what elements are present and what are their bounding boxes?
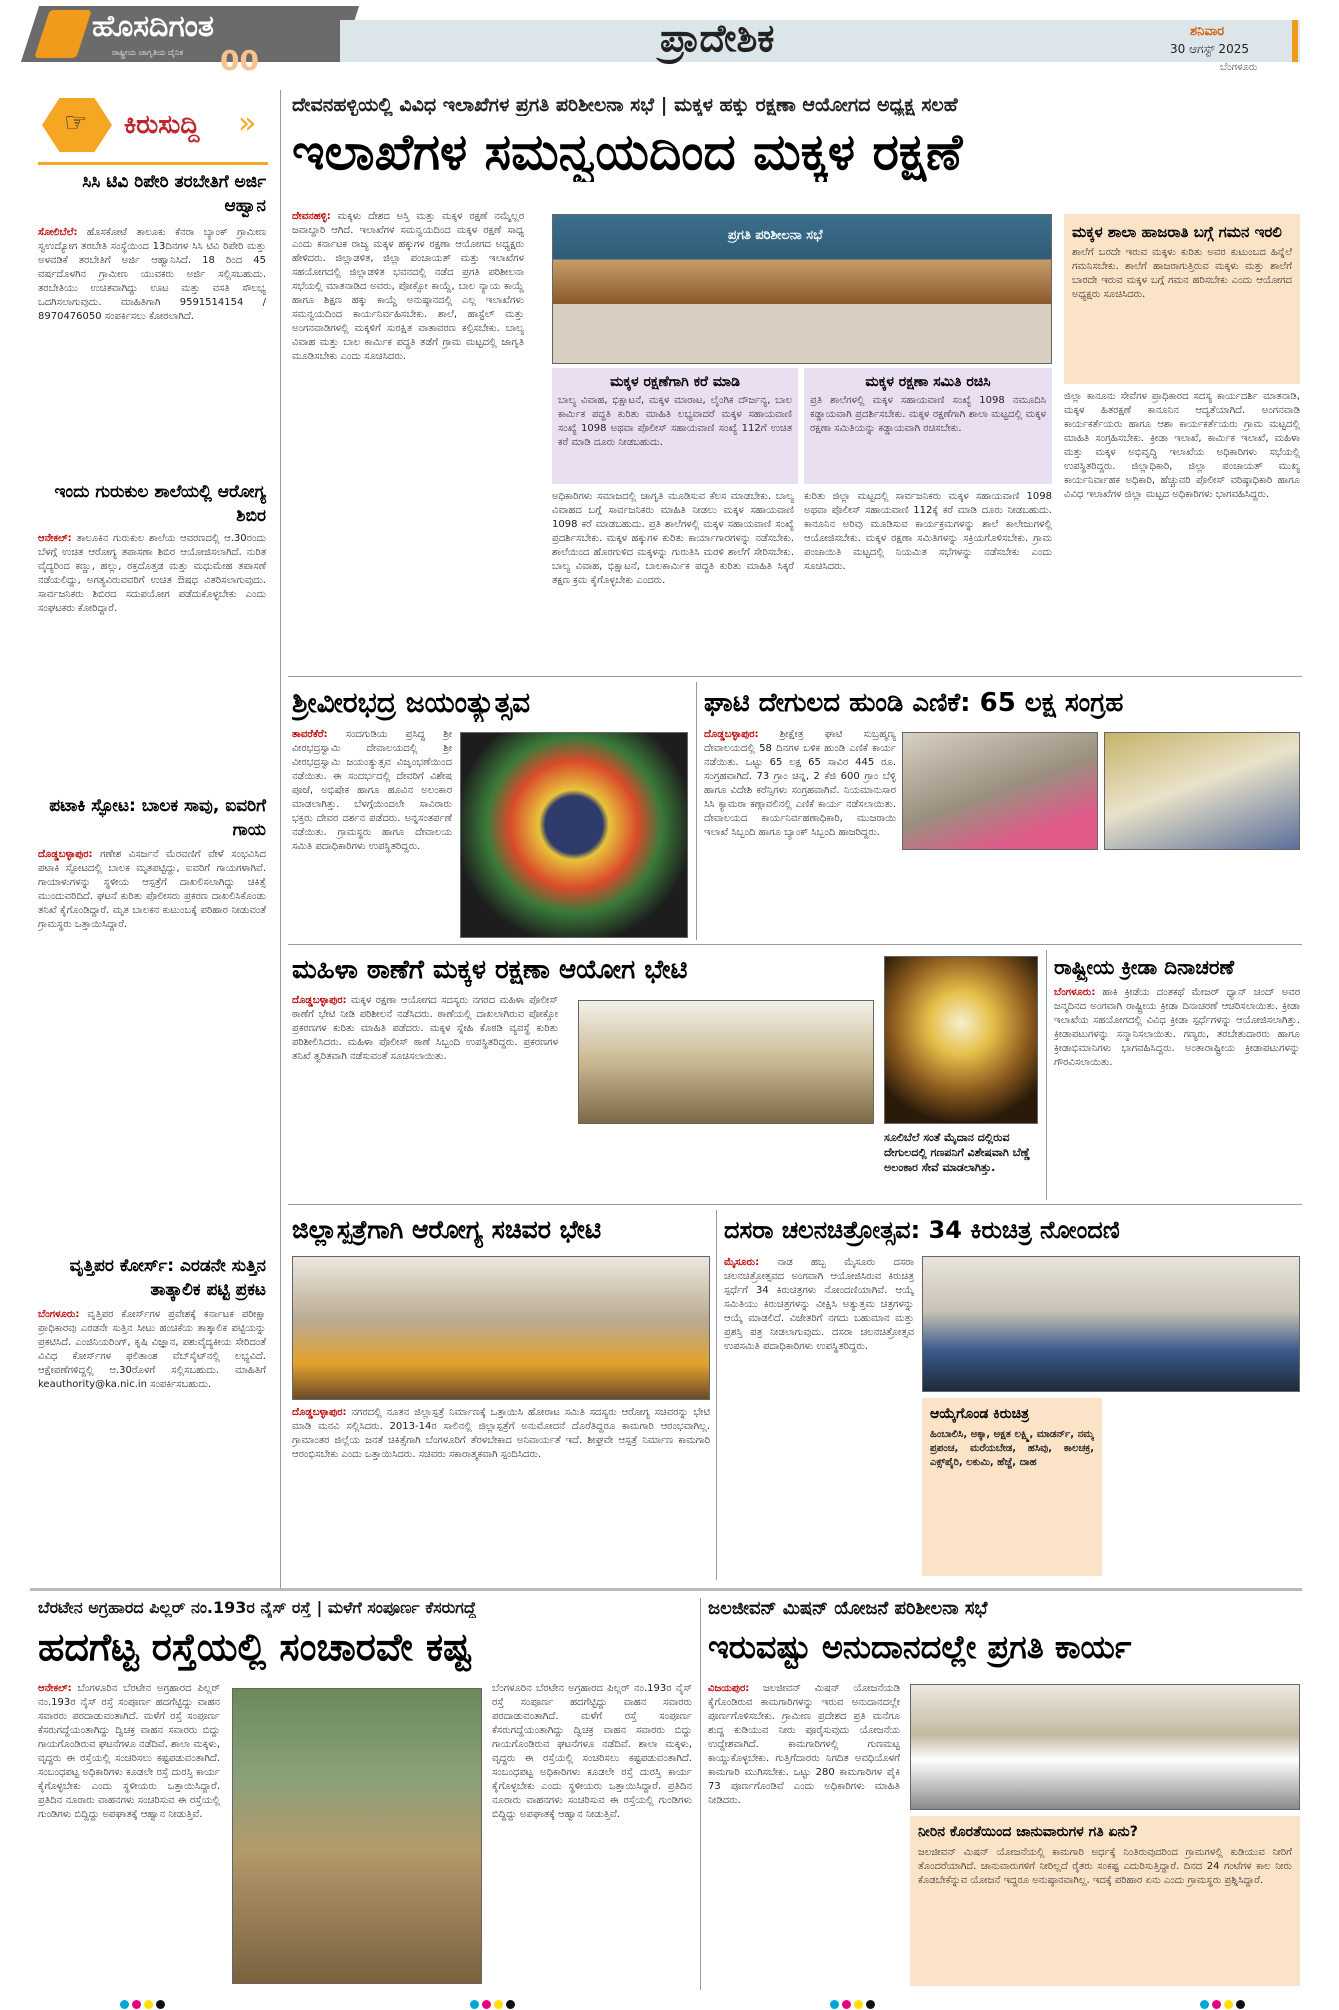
story-headline: ಮಹಿಳಾ ಠಾಣೆಗೆ ಮಕ್ಕಳ ರಕ್ಷಣಾ ಆಯೋಗ ಭೇಟಿ (292, 955, 688, 985)
lead-col3: ಕುರಿತು ಜಿಲ್ಲಾ ಮಟ್ಟದಲ್ಲಿ ಸಾರ್ವಜನಿಕರು ಮಕ್ಕಳ ಸಹಾಯವಾಣಿ 1098 ಅಥವಾ ಪೊಲೀಸ್ ಸಹಾಯವಾಣಿ 112ಕ್ಕೆ ಕರೆ ಮಾಡಿ ದೂರು ನೀಡಬಹುದು. ಕಾನೂನಿನ ಅರಿವು ಮೂಡಿಸುವ ಕಾರ್ಯಕ್ರಮಗಳನ್ನು ಶಾಲೆ ಕಾಲೇಜುಗಳಲ್ಲಿ ಆಯೋಜಿಸಬೇಕು. ಮಕ್ಕಳ ರಕ್ಷಣಾ ಸಮಿತಿಗಳನ್ನು ಸಕ್ರಿಯಗೊಳಿಸಬೇಕು. ಗ್ರಾಮ ಪಂಚಾಯಿತಿ ಮಟ್ಟದಲ್ಲಿ ನಿಯಮಿತ ಸಭೆಗಳನ್ನು ನಡೆಸಬೇಕು ಎಂದು ಸೂಚಿಸಿದರು. (804, 491, 1052, 572)
lead-box-committee (804, 368, 1052, 484)
story-headline: ಜಿಲ್ಲಾಸ್ಪತ್ರೆಗಾಗಿ ಆರೋಗ್ಯ ಸಚಿವರ ಭೇಟಿ (292, 1215, 602, 1244)
review-meeting-photo (910, 1684, 1300, 1810)
lead-kicker: ದೇವನಹಳ್ಳಿಯಲ್ಲಿ ವಿವಿಧ ಇಲಾಖೆಗಳ ಪ್ರಗತಿ ಪರಿಶೀಲನಾ ಸಭೆ | ಮಕ್ಕಳ ಹಕ್ಕು ರಕ್ಷಣಾ ಆಯೋಗದ ಅಧ್ಯಕ್ಷ ಸಲಹೆ (292, 94, 958, 116)
lead-side-box (1064, 214, 1300, 384)
road-photo (232, 1688, 482, 1984)
sidebar-item-body: ಆನೇಕಲ್: ತಾಲೂಕಿನ ಗುರುಕುಲ ಶಾಲೆಯ ಆವರಣದಲ್ಲಿ ಆ.30ರಂದು ಬೆಳಗ್ಗೆ ಉಚಿತ ಆರೋಗ್ಯ ತಪಾಸಣಾ ಶಿಬಿರ ಆಯೋಜಿಸಲಾಗಿದೆ. ನುರಿತ ವೈದ್ಯರಿಂದ ಕಣ್ಣು, ಹಲ್ಲು, ರಕ್ತದೊತ್ತಡ ಮತ್ತು ಮಧುಮೇಹ ತಪಾಸಣೆ ನಡೆಯಲಿದ್ದು, ಅಗತ್ಯವಿರುವವರಿಗೆ ಉಚಿತ ಔಷಧ ವಿತರಿಸಲಾಗುವುದು. ಸಾರ್ವಜನಿಕರು ಶಿಬಿರದ ಸದುಪಯೋಗ ಪಡೆದುಕೊಳ್ಳಬೇಕು ಎಂದು ಸಂಘಟಕರು ಕೋರಿದ್ದಾರೆ. (38, 533, 266, 614)
ganesha-photo (884, 956, 1038, 1124)
police-photo (578, 1000, 874, 1124)
story-veerabhadra (288, 682, 692, 942)
story-body: ದೊಡ್ಡಬಳ್ಳಾಪುರ: ಶ್ರೀಕ್ಷೇತ್ರ ಘಾಟಿ ಸುಬ್ರಹ್ಮಣ್ಯ ದೇವಾಲಯದಲ್ಲಿ 58 ದಿನಗಳ ಬಳಿಕ ಹುಂಡಿ ಎಣಿಕೆ ಕಾರ್ಯ ನಡೆಯಿತು. ಒಟ್ಟು 65 ಲಕ್ಷ 65 ಸಾವಿರ 445 ರೂ. ಸಂಗ್ರಹವಾಗಿದೆ. 73 ಗ್ರಾಂ ಚಿನ್ನ, 2 ಕೆಜಿ 600 ಗ್ರಾಂ ಬೆಳ್ಳಿ ಹಾಗೂ ವಿದೇಶಿ ಕರೆನ್ಸಿಗಳು ಸಂಗ್ರಹವಾಗಿವೆ. ನಿಯಮಾನುಸಾರ ಸಿಸಿ ಕ್ಯಾಮರಾ ಕಣ್ಗಾವಲಿನಲ್ಲಿ ಎಣಿಕೆ ಕಾರ್ಯ ನಡೆಸಲಾಯಿತು. ದೇವಾಲಯದ ಕಾರ್ಯನಿರ್ವಹಣಾಧಿಕಾರಿ, ಮುಜರಾಯಿ ಇಲಾಖೆ ಸಿಬ್ಬಂದಿ ಹಾಗೂ ಬ್ಯಾಂಕ್ ಸಿಬ್ಬಂದಿ ಹಾಜರಿದ್ದರು. (704, 729, 896, 838)
story-kicker: ಜಲಜೀವನ್ ಮಿಷನ್ ಯೋಜನೆ ಪರಿಶೀಲನಾ ಸಭೆ (708, 1598, 988, 1619)
masthead (0, 0, 1339, 78)
story-body: ದೊಡ್ಡಬಳ್ಳಾಪುರ: ನಗರದಲ್ಲಿ ನೂತನ ಜಿಲ್ಲಾಸ್ಪತ್ರೆ ನಿರ್ಮಾಣಕ್ಕೆ ಒತ್ತಾಯಿಸಿ ಹೋರಾಟ ಸಮಿತಿ ಸದಸ್ಯರು ಆರೋಗ್ಯ ಸಚಿವರನ್ನು ಭೇಟಿ ಮಾಡಿ ಮನವಿ ಸಲ್ಲಿಸಿದರು. 2013-14ರ ಸಾಲಿನಲ್ಲಿ ಜಿಲ್ಲಾಸ್ಪತ್ರೆಗೆ ಅನುಮೋದನೆ ದೊರೆತಿದ್ದರೂ ಕಾಮಗಾರಿ ಆರಂಭವಾಗಿಲ್ಲ. ಗ್ರಾಮಾಂತರ ಜಿಲ್ಲೆಯ ಜನತೆ ಚಿಕಿತ್ಸೆಗಾಗಿ ಬೆಂಗಳೂರಿಗೆ ತೆರಳಬೇಕಾದ ಅನಿವಾರ್ಯತೆ ಇದೆ. ಶೀಘ್ರವೇ ಆಸ್ಪತ್ರೆ ನಿರ್ಮಾಣ ಕಾಮಗಾರಿ ಆರಂಭಿಸಬೇಕು ಎಂದು ಒತ್ತಾಯಿಸಿದರು. ಸಚಿವರು ಸಕಾರಾತ್ಮಕವಾಗಿ ಸ್ಪಂದಿಸಿದರು. (292, 1407, 710, 1460)
sidebar-item-body: ದೊಡ್ಡಬಳ್ಳಾಪುರ: ಗಣೇಶ ವಿಸರ್ಜನೆ ಮೆರವಣಿಗೆ ವೇಳೆ ಸಂಭವಿಸಿದ ಪಟಾಕಿ ಸ್ಫೋಟದಲ್ಲಿ ಬಾಲಕ ಮೃತಪಟ್ಟಿದ್ದು, ಐವರಿಗೆ ಗಾಯಗಳಾಗಿವೆ. ಗಾಯಾಳುಗಳನ್ನು ಸ್ಥಳೀಯ ಆಸ್ಪತ್ರೆಗೆ ದಾಖಲಿಸಲಾಗಿದ್ದು ಚಿಕಿತ್ಸೆ ಮುಂದುವರಿದಿದೆ. ಘಟನೆ ಕುರಿತು ಪೊಲೀಸರು ಪ್ರಕರಣ ದಾಖಲಿಸಿಕೊಂಡು ತನಿಖೆ ಕೈಗೊಂಡಿದ್ದಾರೆ. ಮೃತ ಬಾಲಕನ ಕುಟುಂಬಕ್ಕೆ ಪರಿಹಾರ ನೀಡುವಂತೆ ಗ್ರಾಮಸ್ಥರು ಒತ್ತಾಯಿಸಿದ್ದಾರೆ. (38, 849, 266, 930)
sidebar-item-title: ಪಟಾಕಿ ಸ್ಫೋಟ: ಬಾಲಕ ಸಾವು, ಐವರಿಗೆ ಗಾಯ (49, 796, 266, 840)
issue-date: 30 ಆಗಸ್ಟ್ 2025 (1170, 42, 1249, 56)
column-rule (1046, 950, 1047, 1200)
registration-marks (470, 1994, 518, 2010)
deity-photo (460, 732, 688, 938)
lead-side-box-title: ಮಕ್ಕಳ ಶಾಲಾ ಹಾಜರಾತಿ ಬಗ್ಗೆ ಗಮನ ಇರಲಿ (1072, 223, 1282, 241)
sidebar-item-body: ಬೆಂಗಳೂರು: ವೃತ್ತಿಪರ ಕೋರ್ಸ್‌ಗಳ ಪ್ರವೇಶಕ್ಕೆ ಕರ್ನಾಟಕ ಪರೀಕ್ಷಾ ಪ್ರಾಧಿಕಾರವು ಎರಡನೇ ಸುತ್ತಿನ ಸೀಟು ಹಂಚಿಕೆಯ ತಾತ್ಕಾಲಿಕ ಪಟ್ಟಿಯನ್ನು ಪ್ರಕಟಿಸಿದೆ. ಎಂಜಿನಿಯರಿಂಗ್, ಕೃಷಿ ವಿಜ್ಞಾನ, ಪಶುವೈದ್ಯಕೀಯ ಸೇರಿದಂತೆ ವಿವಿಧ ಕೋರ್ಸ್‌ಗಳ ಫಲಿತಾಂಶ ವೆಬ್‌ಸೈಟ್‌ನಲ್ಲಿ ಲಭ್ಯವಿದೆ. ಆಕ್ಷೇಪಣೆಗಳಿದ್ದಲ್ಲಿ ಆ.30ರೊಳಗೆ ಸಲ್ಲಿಸಬಹುದು. ಮಾಹಿತಿಗೆ keauthority@ka.nic.in ಸಂಪರ್ಕಿಸಬಹುದು. (38, 1309, 266, 1390)
dasara-box-body: ಹಿಂಬಾಲಿಸಿ, ಅಕ್ಕಾ, ಅಕ್ಷತ ಲಕ್ಷ್ಮಿ, ಮಾಡರ್ನ್, ನಮ್ಮ ಪ್ರಪಂಚ, ಮರೆಯಬೇಡ, ಹಸಿವು, ಕಾಲಚಕ್ರ, ಎಕ್ಸ್‌ಪೈರಿ, ಲಕುಮಿ, ಹೆಜ್ಜೆ, ದಾಹ (930, 1429, 1094, 1468)
story-mahila (288, 950, 1042, 1200)
story-aspatre (288, 1210, 712, 1580)
story-body: ಬೆಂಗಳೂರು: ಹಾಕಿ ಕ್ರೀಡೆಯ ದಂತಕಥೆ ಮೇಜರ್ ಧ್ಯಾನ್ ಚಂದ್ ಅವರ ಜನ್ಮದಿನದ ಅಂಗವಾಗಿ ರಾಷ್ಟ್ರೀಯ ಕ್ರೀಡಾ ದಿನಾಚರಣೆ ಆಚರಿಸಲಾಯಿತು. ಕ್ರೀಡಾ ಇಲಾಖೆಯ ಸಹಯೋಗದಲ್ಲಿ ವಿವಿಧ ಕ್ರೀಡಾ ಸ್ಪರ್ಧೆಗಳನ್ನು ಆಯೋಜಿಸಲಾಗಿತ್ತು. ಕ್ರೀಡಾಪಟುಗಳನ್ನು ಸನ್ಮಾನಿಸಲಾಯಿತು. ಗಣ್ಯರು, ತರಬೇತುದಾರರು ಹಾಗೂ ಕ್ರೀಡಾಭಿಮಾನಿಗಳು ಭಾಗವಹಿಸಿದ್ದರು. ಅಂತಾರಾಷ್ಟ್ರೀಯ ಕ್ರೀಡಾಪಟುಗಳನ್ನು ಗೌರವಿಸಲಾಯಿತು. (1054, 987, 1300, 1068)
story-headline: ದಸರಾ ಚಲನಚಿತ್ರೋತ್ಸವ: 34 ಕಿರುಚಿತ್ರ ನೋಂದಣಿ (724, 1216, 1120, 1244)
lead-box-call-title: ಮಕ್ಕಳ ರಕ್ಷಣೆಗಾಗಿ ಕರೆ ಮಾಡಿ (610, 374, 740, 390)
sidebar-item-title: ಇಂದು ಗುರುಕುಲ ಶಾಲೆಯಲ್ಲಿ ಆರೋಗ್ಯ ಶಿಬಿರ (54, 482, 266, 526)
hand-icon: ☞ (64, 108, 88, 138)
filmfest-photo (922, 1256, 1300, 1392)
story-headline: ಶ್ರೀವೀರಭದ್ರ ಜಯಂತ್ಯುತ್ಸವ (292, 686, 531, 719)
minister-photo (292, 1256, 710, 1400)
story-kicker: ಬೆರಟೇನ ಅಗ್ರಹಾರದ ಪಿಲ್ಲರ್ ನಂ.193ರ ನೈಸ್ ರಸ್ತೆ | ಮಳೆಗೆ ಸಂಪೂರ್ಣ ಕೆಸರುಗದ್ದೆ (38, 1598, 477, 1617)
story-body: ವಿಜಯಪುರ: ಜಲಜೀವನ್ ಮಿಷನ್ ಯೋಜನೆಯಡಿ ಕೈಗೊಂಡಿರುವ ಕಾಮಗಾರಿಗಳನ್ನು ಇರುವ ಅನುದಾನದಲ್ಲೇ ಪೂರ್ಣಗೊಳಿಸಬೇಕು. ಗ್ರಾಮೀಣ ಪ್ರದೇಶದ ಪ್ರತಿ ಮನೆಗೂ ಶುದ್ಧ ಕುಡಿಯುವ ನೀರು ಪೂರೈಸುವುದು ಯೋಜನೆಯ ಉದ್ದೇಶವಾಗಿದೆ. ಕಾಮಗಾರಿಗಳಲ್ಲಿ ಗುಣಮಟ್ಟ ಕಾಯ್ದುಕೊಳ್ಳಬೇಕು. ಗುತ್ತಿಗೆದಾರರು ನಿಗದಿತ ಅವಧಿಯೊಳಗೆ ಕಾಮಗಾರಿ ಮುಗಿಸಬೇಕು. ಒಟ್ಟು 280 ಕಾಮಗಾರಿಗಳ ಪೈಕಿ 73 ಪೂರ್ಣಗೊಂಡಿವೆ ಎಂದು ಅಧಿಕಾರಿಗಳು ಮಾಹಿತಿ ನೀಡಿದರು. (708, 1683, 900, 1806)
issue-city: ಬೆಂಗಳೂರು (1220, 62, 1258, 73)
story-body-col1: ಆನೇಕಲ್: ಬೆಂಗಳೂರಿನ ಬೆರಟೇನ ಅಗ್ರಹಾರದ ಪಿಲ್ಲರ್ ನಂ.193ರ ನೈಸ್ ರಸ್ತೆ ಸಂಪೂರ್ಣ ಹದಗೆಟ್ಟಿದ್ದು ವಾಹನ ಸವಾರರು ಪರದಾಡುವಂತಾಗಿದೆ. ಮಳೆಗೆ ರಸ್ತೆ ಸಂಪೂರ್ಣ ಕೆಸರುಗದ್ದೆಯಂತಾಗಿದ್ದು ದ್ವಿಚಕ್ರ ವಾಹನ ಸವಾರರು ಬಿದ್ದು ಗಾಯಗೊಂಡಿರುವ ಘಟನೆಗಳೂ ನಡೆದಿವೆ. ಶಾಲಾ ಮಕ್ಕಳು, ವೃದ್ಧರು ಈ ರಸ್ತೆಯಲ್ಲಿ ಸಂಚರಿಸಲು ಕಷ್ಟಪಡುವಂತಾಗಿದೆ. ಸಂಬಂಧಪಟ್ಟ ಅಧಿಕಾರಿಗಳು ಕೂಡಲೇ ರಸ್ತೆ ದುರಸ್ತಿ ಕಾರ್ಯ ಕೈಗೊಳ್ಳಬೇಕು ಎಂದು ಸ್ಥಳೀಯರು ಒತ್ತಾಯಿಸಿದ್ದಾರೆ. ಪ್ರತಿದಿನ ನೂರಾರು ವಾಹನಗಳು ಸಂಚರಿಸುವ ಈ ರಸ್ತೆಯಲ್ಲಿ ಗುಂಡಿಗಳು ಬಿದ್ದಿದ್ದು ಅಪಘಾತಕ್ಕೆ ಆಹ್ವಾನ ನೀಡುತ್ತಿವೆ. (38, 1683, 220, 1820)
sidebar-divider (38, 162, 268, 165)
sidebar-item-title: ವೃತ್ತಿಪರ ಕೋರ್ಸ್: ಎರಡನೇ ಸುತ್ತಿನ ತಾತ್ಕಾಲಿಕ ಪಟ್ಟಿ ಪ್ರಕಟ (69, 1256, 266, 1300)
section-rule (288, 676, 1302, 677)
lead-col1: ದೇವನಹಳ್ಳಿ: ಮಕ್ಕಳು ದೇಶದ ಅಸ್ತಿ ಮತ್ತು ಮಕ್ಕಳ ರಕ್ಷಣೆ ನಮ್ಮೆಲ್ಲರ ಜವಾಬ್ದಾರಿ ಆಗಿದೆ. ಇಲಾಖೆಗಳ ಸಮನ್ವಯದಿಂದ ಮಕ್ಕಳ ರಕ್ಷಣೆ ಸಾಧ್ಯ ಎಂದು ಕರ್ನಾಟಕ ರಾಜ್ಯ ಮಕ್ಕಳ ಹಕ್ಕುಗಳ ರಕ್ಷಣಾ ಆಯೋಗದ ಅಧ್ಯಕ್ಷರು ಹೇಳಿದರು. ಜಿಲ್ಲಾಡಳಿತ, ಜಿಲ್ಲಾ ಪಂಚಾಯತ್ ಮತ್ತು ಇಲಾಖೆಗಳ ಸಹಯೋಗದಲ್ಲಿ ಜಿಲ್ಲಾಡಳಿತ ಭವನದಲ್ಲಿ ನಡೆದ ಪ್ರಗತಿ ಪರಿಶೀಲನಾ ಸಭೆಯಲ್ಲಿ ಮಾತನಾಡಿದ ಅವರು, ಪೋಕ್ಸೋ ಕಾಯ್ದೆ, ಬಾಲ ನ್ಯಾಯ ಕಾಯ್ದೆ ಹಾಗೂ ಶಿಕ್ಷಣ ಹಕ್ಕು ಕಾಯ್ದೆ ಅನುಷ್ಠಾನದಲ್ಲಿ ಎಲ್ಲ ಇಲಾಖೆಗಳು ಸಮನ್ವಯದಿಂದ ಕಾರ್ಯನಿರ್ವಹಿಸಬೇಕು. ಶಾಲೆ, ಹಾಸ್ಟೆಲ್ ಮತ್ತು ಅಂಗನವಾಡಿಗಳಲ್ಲಿ ಮಕ್ಕಳಿಗೆ ಸುರಕ್ಷಿತ ವಾತಾವರಣ ಕಲ್ಪಿಸಬೇಕು. ಬಾಲ್ಯ ವಿವಾಹ ಮತ್ತು ಬಾಲ ಕಾರ್ಮಿಕ ಪದ್ಧತಿ ತಡೆಗೆ ಗ್ರಾಮ ಮಟ್ಟದಲ್ಲಿ ಜಾಗೃತಿ ಮೂಡಿಸಬೇಕು ಎಂದು ಸೂಚಿಸಿದರು. (292, 211, 524, 362)
story-body: ತಾವರೆಕೆರೆ: ಸಂದಗುಡಿಯ ಪ್ರಸಿದ್ಧ ಶ್ರೀ ವೀರಭದ್ರಸ್ವಾಮಿ ದೇವಾಲಯದಲ್ಲಿ ಶ್ರೀ ವೀರಭದ್ರಸ್ವಾಮಿ ಜಯಂತ್ಯುತ್ಸವ ವಿಜೃಂಭಣೆಯಿಂದ ನಡೆಯಿತು. ಈ ಸಂದರ್ಭದಲ್ಲಿ ದೇವರಿಗೆ ವಿಶೇಷ ಪೂಜೆ, ಅಭಿಷೇಕ ಹಾಗೂ ಹೂವಿನ ಅಲಂಕಾರ ಮಾಡಲಾಗಿತ್ತು. ಬೆಳಗ್ಗೆಯಿಂದಲೇ ಸಾವಿರಾರು ಭಕ್ತರು ದೇವರ ದರ್ಶನ ಪಡೆದರು. ಅನ್ನಸಂತರ್ಪಣೆ ನಡೆಯಿತು. ಗ್ರಾಮಸ್ಥರು ಹಾಗೂ ದೇವಾಲಯ ಸಮಿತಿ ಪದಾಧಿಕಾರಿಗಳು ಉಪಸ್ಥಿತರಿದ್ದರು. (292, 729, 452, 852)
story-body: ದೊಡ್ಡಬಳ್ಳಾಪುರ: ಮಕ್ಕಳ ರಕ್ಷಣಾ ಆಯೋಗದ ಸದಸ್ಯರು ನಗರದ ಮಹಿಳಾ ಪೊಲೀಸ್ ಠಾಣೆಗೆ ಭೇಟಿ ನೀಡಿ ಪರಿಶೀಲನೆ ನಡೆಸಿದರು. ಠಾಣೆಯಲ್ಲಿ ದಾಖಲಾಗಿರುವ ಪೋಕ್ಸೋ ಪ್ರಕರಣಗಳ ಕುರಿತು ಮಾಹಿತಿ ಪಡೆದರು. ಮಕ್ಕಳ ಸ್ನೇಹಿ ಕೊಠಡಿ ವ್ಯವಸ್ಥೆ ಕುರಿತು ಪರಿಶೀಲಿಸಿದರು. ಮಹಿಳಾ ಪೊಲೀಸ್ ಠಾಣೆ ಸಿಬ್ಬಂದಿ ಉಪಸ್ಥಿತರಿದ್ದರು. ಪ್ರಕರಣಗಳ ತನಿಖೆ ತ್ವರಿತವಾಗಿ ನಡೆಸುವಂತೆ ಸೂಚಿಸಲಾಯಿತು. (292, 995, 558, 1062)
sidebar-item-title: ಸಿಸಿ ಟಿವಿ ರಿಪೇರಿ ತರಬೇತಿಗೆ ಅರ್ಜಿ ಆಹ್ವಾನ (82, 172, 266, 216)
story-headline: ಇರುವಷ್ಟು ಅನುದಾನದಲ್ಲೇ ಪ್ರಗತಿ ಕಾರ್ಯ (708, 1628, 1132, 1666)
column-rule (700, 1598, 701, 1990)
lead-box-call-body: ಬಾಲ್ಯ ವಿವಾಹ, ಭಿಕ್ಷಾಟನೆ, ಮಕ್ಕಳ ಮಾರಾಟ, ಲೈಂಗಿಕ ದೌರ್ಜನ್ಯ, ಬಾಲ ಕಾರ್ಮಿಕ ಪದ್ಧತಿ ಕುರಿತು ಮಾಹಿತಿ ಲಭ್ಯವಾದರೆ ಮಕ್ಕಳ ಸಹಾಯವಾಣಿ ಸಂಖ್ಯೆ 1098 ಅಥವಾ ಪೊಲೀಸ್ ಸಹಾಯವಾಣಿ ಸಂಖ್ಯೆ 112ಗೆ ಉಚಿತ ಕರೆ ಮಾಡಿ ದೂರು ನೀಡಬಹುದು. (558, 395, 792, 448)
story-headline: ಹದಗೆಟ್ಟ ರಸ್ತೆಯಲ್ಲಿ ಸಂಚಾರವೇ ಕಷ್ಟ (38, 1625, 472, 1669)
story-dasara (722, 1210, 1302, 1580)
registration-marks (1200, 1994, 1248, 2010)
story-hundi (702, 682, 1302, 942)
story-body: ಮೈಸೂರು: ನಾಡ ಹಬ್ಬ ಮೈಸೂರು ದಸರಾ ಚಲನಚಿತ್ರೋತ್ಸವದ ಅಂಗವಾಗಿ ಆಯೋಜಿಸಿರುವ ಕಿರುಚಿತ್ರ ಸ್ಪರ್ಧೆಗೆ 34 ಕಿರುಚಿತ್ರಗಳು ನೋಂದಣಿಯಾಗಿವೆ. ಆಯ್ಕೆ ಸಮಿತಿಯು ಕಿರುಚಿತ್ರಗಳನ್ನು ವೀಕ್ಷಿಸಿ ಅತ್ಯುತ್ತಮ ಚಿತ್ರಗಳನ್ನು ಆಯ್ಕೆ ಮಾಡಲಿದೆ. ವಿಜೇತರಿಗೆ ನಗದು ಬಹುಮಾನ ಮತ್ತು ಪ್ರಶಸ್ತಿ ಪತ್ರ ನೀಡಲಾಗುವುದು. ದಸರಾ ಚಲನಚಿತ್ರೋತ್ಸವ ಉಪಸಮಿತಿ ಪದಾಧಿಕಾರಿಗಳು ಉಪಸ್ಥಿತರಿದ್ದರು. (724, 1257, 914, 1352)
chevron-right-icon: » (238, 106, 257, 141)
ganesha-caption: ಸೂಲಿಬೆಲೆ ಸಂತೆ ಮೈದಾನ ದಲ್ಲಿರುವ ದೇಗುಲದಲ್ಲಿ ಗಣಪನಿಗೆ ವಿಶೇಷವಾಗಿ ಬೆಣ್ಣೆ ಅಲಂಕಾರ ಸೇವೆ ಮಾಡಲಾಗಿತ್ತು. (884, 1131, 1031, 1174)
registration-marks (120, 1994, 168, 2010)
column-rule (696, 682, 697, 940)
sidebar (38, 92, 270, 1582)
lead-box-committee-title: ಮಕ್ಕಳ ರಕ್ಷಣಾ ಸಮಿತಿ ರಚಿಸಿ (865, 374, 991, 390)
meeting-banner: ಪ್ರಗತಿ ಪರಿಶೀಲನಾ ಸಭೆ (728, 228, 823, 243)
lead-box-committee-body: ಪ್ರತಿ ಶಾಲೆಗಳಲ್ಲಿ ಮಕ್ಕಳ ಸಹಾಯವಾಣಿ ಸಂಖ್ಯೆ 1098 ನಮೂದಿಸಿ ಕಡ್ಡಾಯವಾಗಿ ಪ್ರದರ್ಶಿಸಬೇಕು. ಮಕ್ಕಳ ರಕ್ಷಣೆಗಾಗಿ ಶಾಲಾ ಮಟ್ಟದಲ್ಲಿ ಮಕ್ಕಳ ರಕ್ಷಣಾ ಸಮಿತಿಯನ್ನು ಕಡ್ಡಾಯವಾಗಿ ರಚಿಸಬೇಕು. (810, 395, 1046, 434)
column-rule (716, 1210, 717, 1580)
dasara-box (922, 1398, 1102, 1576)
issue-day: ಶನಿವಾರ (1190, 24, 1225, 39)
dasara-box-title: ಆಯ್ಕೆಗೊಂಡ ಕಿರುಚಿತ್ರ (930, 1406, 1030, 1422)
lead-story (288, 92, 1302, 672)
lead-side-box-body: ಶಾಲೆಗೆ ಬರದೇ ಇರುವ ಮಕ್ಕಳು ಕುರಿತು ಅವರ ಕುಟುಂಬದ ಹಿನ್ನೆಲೆ ಗಮನಿಸಬೇಕು. ಶಾಲೆಗೆ ಹಾಜರಾಗುತ್ತಿರುವ ಮಕ್ಕಳು ಮತ್ತು ಶಾಲೆಗೆ ಬಾರದೇ ಇರುವ ಮಕ್ಕಳ ಬಗ್ಗೆ ಗಮನ ಹರಿಸಬೇಕು ಎಂದು ಆಯೋಗದ ಅಧ್ಯಕ್ಷರು ಸೂಚಿಸಿದರು. (1072, 247, 1292, 300)
lead-side-body: ಜಿಲ್ಲಾ ಕಾನೂನು ಸೇವೆಗಳ ಪ್ರಾಧಿಕಾರದ ಸದಸ್ಯ ಕಾರ್ಯದರ್ಶಿ ಮಾತನಾಡಿ, ಮಕ್ಕಳ ಹಿತರಕ್ಷಣೆ ಕಾನೂನಿನ ಆದ್ಯತೆಯಾಗಿದೆ. ಅಂಗನವಾಡಿ ಕಾರ್ಯಕರ್ತೆಯರು ಹಾಗೂ ಆಶಾ ಕಾರ್ಯಕರ್ತೆಯರು ಗ್ರಾಮ ಮಟ್ಟದಲ್ಲಿ ಮಾಹಿತಿ ಸಂಗ್ರಹಿಸಬೇಕು. ಕ್ರೀಡಾ ಇಲಾಖೆ, ಕಾರ್ಮಿಕ ಇಲಾಖೆ, ಮಹಿಳಾ ಮತ್ತು ಮಕ್ಕಳ ಅಭಿವೃದ್ಧಿ ಇಲಾಖೆಯ ಅಧಿಕಾರಿಗಳು ಸಭೆಯಲ್ಲಿ ಉಪಸ್ಥಿತರಿದ್ದರು. ಜಿಲ್ಲಾಧಿಕಾರಿ, ಜಿಲ್ಲಾ ಪಂಚಾಯತ್ ಮುಖ್ಯ ಕಾರ್ಯನಿರ್ವಾಹಕ ಅಧಿಕಾರಿ, ಹೆಚ್ಚುವರಿ ಪೊಲೀಸ್ ವರಿಷ್ಠಾಧಿಕಾರಿ ಹಾಗೂ ವಿವಿಧ ಇಲಾಖೆಗಳ ಜಿಲ್ಲಾ ಮಟ್ಟದ ಅಧಿಕಾರಿಗಳು ಭಾಗವಹಿಸಿದ್ದರು. (1064, 391, 1300, 500)
notes-photo (1104, 732, 1300, 850)
jaljeevan-box (910, 1816, 1300, 1986)
counting-photo (902, 732, 1098, 850)
masthead-orange-bar (1292, 20, 1298, 62)
story-headline: ಘಾಟಿ ದೇಗುಲದ ಹುಂಡಿ ಎಣಿಕೆ: 65 ಲಕ್ಷ ಸಂಗ್ರಹ (704, 688, 1124, 718)
lead-box-call (552, 368, 798, 484)
story-body-col2: ಬೆಂಗಳೂರಿನ ಬೆರಟೇನ ಅಗ್ರಹಾರದ ಪಿಲ್ಲರ್ ನಂ.193ರ ನೈಸ್ ರಸ್ತೆ ಸಂಪೂರ್ಣ ಹದಗೆಟ್ಟಿದ್ದು ವಾಹನ ಸವಾರರು ಪರದಾಡುವಂತಾಗಿದೆ. ಮಳೆಗೆ ರಸ್ತೆ ಸಂಪೂರ್ಣ ಕೆಸರುಗದ್ದೆಯಂತಾಗಿದ್ದು ದ್ವಿಚಕ್ರ ವಾಹನ ಸವಾರರು ಬಿದ್ದು ಗಾಯಗೊಂಡಿರುವ ಘಟನೆಗಳೂ ನಡೆದಿವೆ. ಶಾಲಾ ಮಕ್ಕಳು, ವೃದ್ಧರು ಈ ರಸ್ತೆಯಲ್ಲಿ ಸಂಚರಿಸಲು ಕಷ್ಟಪಡುವಂತಾಗಿದೆ. ಸಂಬಂಧಪಟ್ಟ ಅಧಿಕಾರಿಗಳು ಕೂಡಲೇ ರಸ್ತೆ ದುರಸ್ತಿ ಕಾರ್ಯ ಕೈಗೊಳ್ಳಬೇಕು ಎಂದು ಸ್ಥಳೀಯರು ಒತ್ತಾಯಿಸಿದ್ದಾರೆ. ಪ್ರತಿದಿನ ನೂರಾರು ವಾಹನಗಳು ಸಂಚರಿಸುವ ಈ ರಸ್ತೆಯಲ್ಲಿ ಗುಂಡಿಗಳು ಬಿದ್ದಿದ್ದು ಅಪಘಾತಕ್ಕೆ ಆಹ್ವಾನ ನೀಡುತ್ತಿವೆ. (492, 1683, 692, 1820)
section-rule (288, 1204, 1302, 1205)
sidebar-item-body: ಸೋಲಿಬೆಲೆ: ಹೊಸಕೋಟೆ ತಾಲೂಕು ಕೆನರಾ ಬ್ಯಾಂಕ್ ಗ್ರಾಮೀಣ ಸ್ವಉದ್ಯೋಗ ತರಬೇತಿ ಸಂಸ್ಥೆಯಿಂದ 13ದಿನಗಳ ಸಿಸಿ ಟಿವಿ ರಿಪೇರಿ ಮತ್ತು ಅಳವಡಿಕೆ ತರಬೇತಿಗೆ ಅರ್ಜಿ ಆಹ್ವಾನಿಸಿದೆ. 18 ರಿಂದ 45 ವರ್ಷದೊಳಗಿನ ಗ್ರಾಮೀಣ ಯುವಕರು ಅರ್ಜಿ ಸಲ್ಲಿಸಬಹುದು. ತರಬೇತಿಯು ಉಚಿತವಾಗಿದ್ದು ಊಟ ಮತ್ತು ವಸತಿ ಸೌಲಭ್ಯ ಒದಗಿಸಲಾಗುವುದು. ಮಾಹಿತಿಗಾಗಿ 9591514154 / 8970476050 ಸಂಪರ್ಕಿಸಲು ಕೋರಲಾಗಿದೆ. (38, 227, 266, 322)
logo-tagline: ರಾಷ್ಟ್ರೀಯ ಜಾಗೃತಿಯ ದೈನಿಕ (112, 48, 183, 57)
page-number: 00 (220, 44, 259, 77)
lead-col2: ಅಧಿಕಾರಿಗಳು ಸಮಾಜದಲ್ಲಿ ಜಾಗೃತಿ ಮೂಡಿಸುವ ಕೆಲಸ ಮಾಡಬೇಕು. ಬಾಲ್ಯ ವಿವಾಹದ ಬಗ್ಗೆ ಸಾರ್ವಜನಿಕರು ಮಾಹಿತಿ ನೀಡಲು ಮಕ್ಕಳ ಸಹಾಯವಾಣಿ 1098 ಕರೆ ಮಾಡಬಹುದು. ಪ್ರತಿ ಶಾಲೆಗಳಲ್ಲಿ ಮಕ್ಕಳ ಸಹಾಯವಾಣಿ ಸಂಖ್ಯೆ ಪ್ರದರ್ಶಿಸಬೇಕು. ಮಕ್ಕಳ ಹಕ್ಕುಗಳ ಕುರಿತು ಕಾರ್ಯಾಗಾರಗಳನ್ನು ನಡೆಸಬೇಕು. ಶಾಲೆಯಿಂದ ಹೊರಗುಳಿದ ಮಕ್ಕಳನ್ನು ಗುರುತಿಸಿ ಮರಳಿ ಶಾಲೆಗೆ ಸೇರಿಸಬೇಕು. ಬಾಲ್ಯ ವಿವಾಹ, ಭಿಕ್ಷಾಟನೆ, ಬಾಲಕಾರ್ಮಿಕ ಪದ್ಧತಿ ಕುರಿತು ಮಾಹಿತಿ ಸಿಕ್ಕರೆ ತಕ್ಷಣ ಕ್ರಮ ಕೈಗೊಳ್ಳಬೇಕು ಎಂದರು. (552, 491, 794, 586)
logo-text: ಹೊಸದಿಗಂತ (92, 9, 214, 44)
section-rule (30, 1588, 1302, 1591)
story-headline: ರಾಷ್ಟ್ರೀಯ ಕ್ರೀಡಾ ದಿನಾಚರಣೆ (1054, 955, 1235, 979)
story-jaljeevan (708, 1598, 1302, 1990)
section-rule (288, 944, 1302, 945)
jaljeevan-box-body: ಜಲಜೀವನ್ ಮಿಷನ್ ಯೋಜನೆಯಲ್ಲಿ ಕಾಮಗಾರಿ ಅರ್ಧಕ್ಕೆ ನಿಂತಿರುವುದರಿಂದ ಗ್ರಾಮಗಳಲ್ಲಿ ಕುಡಿಯುವ ನೀರಿಗೆ ತೊಂದರೆಯಾಗಿದೆ. ಜಾನುವಾರುಗಳಿಗೆ ನೀರಿಲ್ಲದೆ ರೈತರು ಸಂಕಷ್ಟ ಎದುರಿಸುತ್ತಿದ್ದಾರೆ. ದಿನದ 24 ಗಂಟೆಗಳ ಕಾಲ ನೀರು ಕೊಡಬೇಕೆನ್ನುವ ಯೋಜನೆ ಇದ್ದರೂ ಅನುಷ್ಠಾನವಾಗಿಲ್ಲ. ಇದಕ್ಕೆ ಪರಿಹಾರ ಏನು ಎಂದು ಗ್ರಾಮಸ್ಥರು ಪ್ರಶ್ನಿಸಿದ್ದಾರೆ. (918, 1847, 1292, 1886)
story-kreeda (1052, 950, 1302, 1200)
column-rule (280, 90, 281, 1590)
sidebar-label: ಕಿರುಸುದ್ದಿ (124, 110, 200, 140)
section-title: ಪ್ರಾದೇಶಿಕ (660, 16, 775, 60)
section-band (340, 20, 1300, 62)
registration-marks (830, 1994, 878, 2010)
lead-headline: ಇಲಾಖೆಗಳ ಸಮನ್ವಯದಿಂದ ಮಕ್ಕಳ ರಕ್ಷಣೆ (292, 123, 963, 181)
jaljeevan-box-title: ನೀರಿನ ಕೊರತೆಯಿಂದ ಜಾನುವಾರುಗಳ ಗತಿ ಏನು? (918, 1824, 1138, 1840)
story-road (38, 1598, 694, 1990)
